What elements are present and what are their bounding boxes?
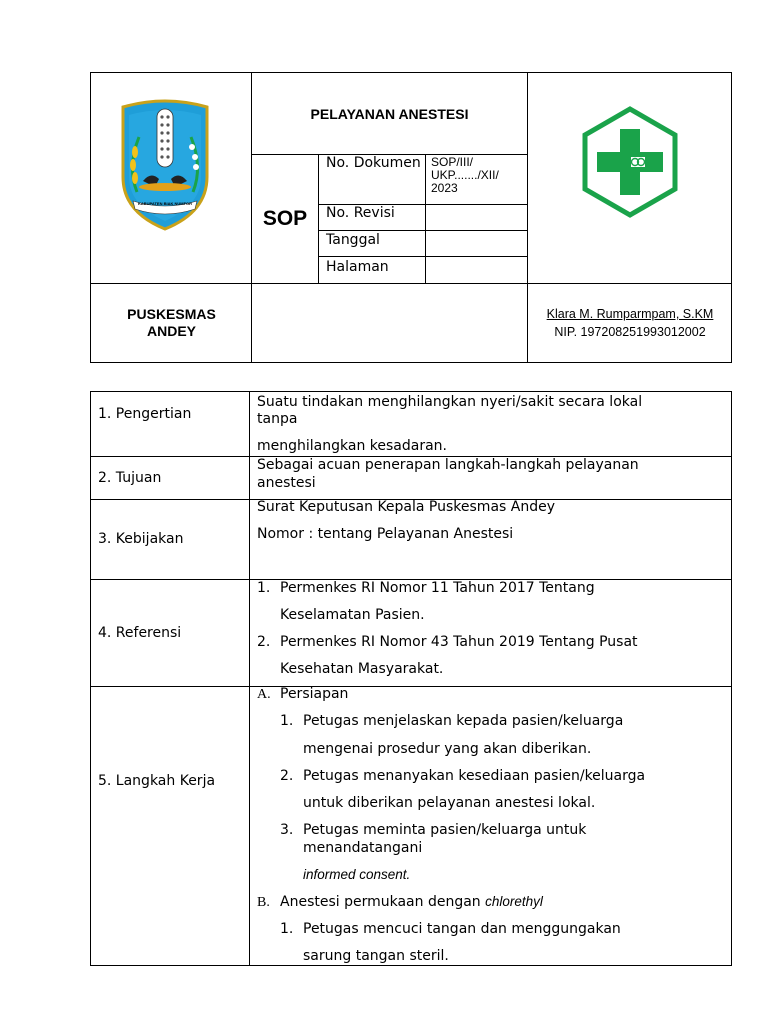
org-name-line2: ANDEY [146, 323, 196, 339]
sop-header-table [90, 72, 732, 363]
langkah-b1-line1: Petugas mencuci tangan dan menggungakan [303, 921, 621, 937]
signatory-name: Klara M. Rumparmpam, S.KM [546, 307, 714, 321]
label-tanggal: Tanggal [326, 232, 380, 248]
document-title: PELAYANAN ANESTESI [310, 105, 469, 122]
langkah-a-marker: A. [257, 687, 271, 702]
label-no-revisi: No. Revisi [326, 205, 395, 221]
section-label-kebijakan: 3. Kebijakan [98, 531, 184, 547]
langkah-a3-num: 3. [280, 822, 294, 838]
pengertian-line3: menghilangkan kesadaran. [257, 438, 447, 454]
org-name [91, 283, 252, 363]
puskesmas-logo-icon [577, 103, 683, 223]
langkah-a3-line3: informed consent. [303, 867, 411, 882]
langkah-a1-line2: mengenai prosedur yang akan diberikan. [303, 741, 592, 757]
pengertian-line2: tanpa [257, 411, 298, 427]
section-label-langkah-kerja: 5. Langkah Kerja [98, 773, 216, 789]
label-no-dokumen: No. Dokumen [326, 155, 421, 171]
regency-emblem-icon [115, 97, 215, 237]
referensi-item2-line1: Permenkes RI Nomor 43 Tahun 2019 Tentang Pusat [280, 634, 638, 650]
pengertian-line1: Suatu tindakan menghilangkan nyeri/sakit secara lokal [257, 394, 643, 410]
langkah-a2-line1: Petugas menanyakan kesediaan pasien/keluarga [303, 768, 646, 784]
langkah-b1-num: 1. [280, 921, 294, 937]
section-label-pengertian: 1. Pengertian [98, 406, 192, 422]
section-label-tujuan: 2. Tujuan [98, 469, 162, 486]
tujuan-line1: Sebagai acuan penerapan langkah-langkah pelayanan [257, 457, 639, 473]
langkah-a3-line2: menandatangani [303, 840, 423, 856]
referensi-item1-line1: Permenkes RI Nomor 11 Tahun 2017 Tentang [280, 580, 595, 596]
sop-content-table [90, 391, 732, 966]
langkah-b-title-italic: chlorethyl [485, 894, 543, 909]
sop-label: SOP [262, 206, 308, 230]
kebijakan-line1: Surat Keputusan Kepala Puskesmas Andey [257, 499, 556, 515]
referensi-item2-line2: Kesehatan Masyarakat. [280, 661, 444, 677]
langkah-b-title [280, 894, 543, 910]
kebijakan-line2: Nomor : tentang Pelayanan Anestesi [257, 526, 514, 542]
langkah-a2-line2: untuk diberikan pelayanan anestesi lokal. [303, 795, 596, 811]
langkah-a2-num: 2. [280, 768, 294, 784]
value-no-dokumen: SOP/III/ UKP......./XII/ 2023 [431, 155, 499, 195]
org-name-line1: PUSKESMAS [127, 306, 216, 322]
langkah-b1-line2: sarung tangan steril. [303, 948, 449, 964]
signatory-nip: NIP. 197208251993012002 [554, 325, 706, 339]
langkah-b-title-text: Anestesi permukaan dengan [280, 894, 486, 910]
langkah-a-title: Persiapan [280, 686, 349, 702]
tujuan-line2: anestesi [257, 475, 316, 491]
section-label-referensi: 4. Referensi [98, 624, 182, 641]
referensi-item1-num: 1. [257, 580, 271, 596]
emblem-caption: KABUPATEN BIAK NUMFOR [137, 201, 193, 206]
langkah-a3-line1: Petugas meminta pasien/keluarga untuk [303, 822, 587, 838]
label-halaman: Halaman [326, 259, 389, 275]
langkah-a1-num: 1. [280, 713, 294, 729]
signatory-block [527, 283, 733, 363]
langkah-a1-line1: Petugas menjelaskan kepada pasien/keluarga [303, 713, 624, 729]
referensi-item2-num: 2. [257, 634, 271, 650]
referensi-item1-line2: Keselamatan Pasien. [280, 607, 425, 623]
langkah-b-marker: B. [257, 895, 270, 910]
